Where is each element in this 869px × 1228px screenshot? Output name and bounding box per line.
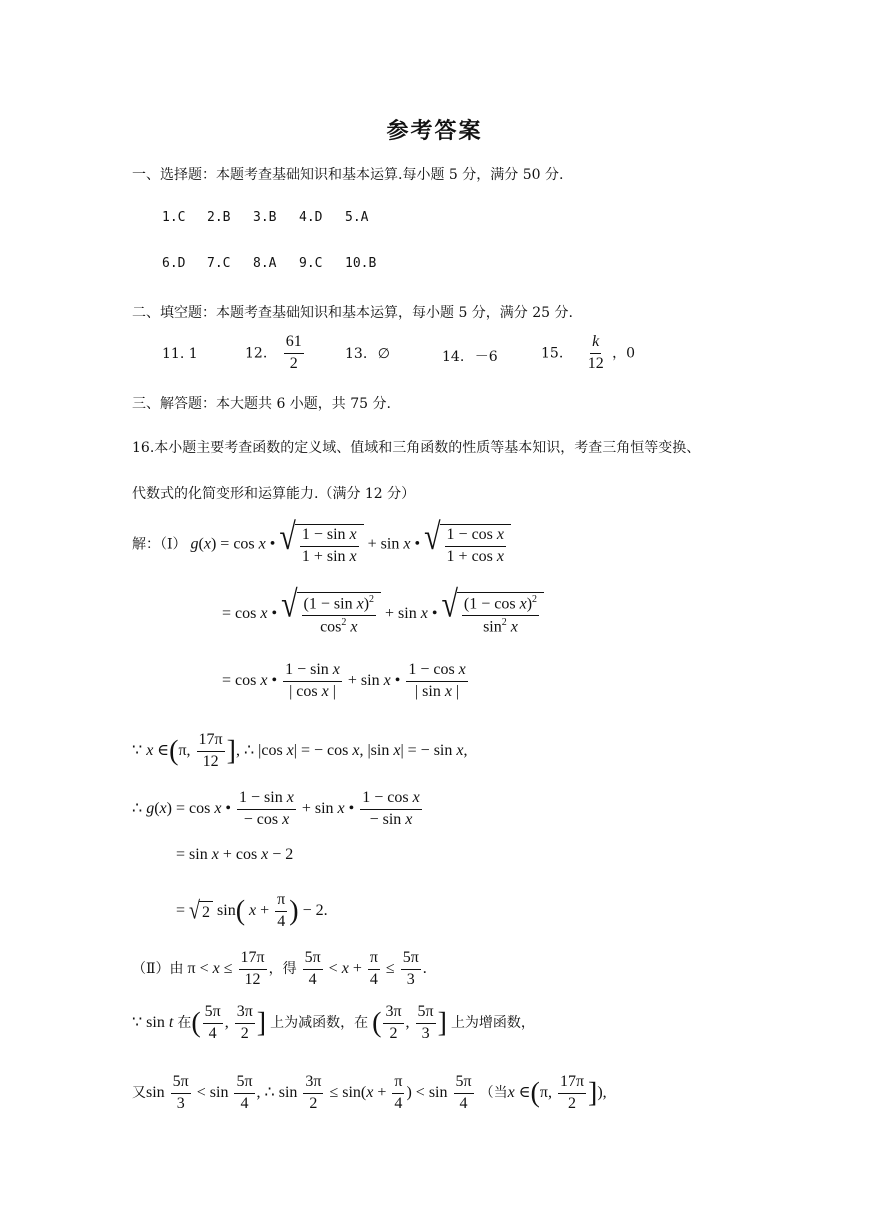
section-2-heading: 二、填空题：本题考查基础知识和基本运算，每小题 5 分，满分 25 分.: [132, 305, 573, 321]
page-title: 参考答案: [386, 118, 483, 144]
fill-12: [245, 334, 306, 373]
fill-15-numerator: k: [590, 334, 601, 354]
part-2-label: （Ⅱ）由: [132, 960, 184, 977]
text-dang: （当: [479, 1084, 508, 1101]
solution-line-because: ∵ x ∈(π, $\frac{17\pi}{12}$ ], ∴ |cos x| = − cos x, |sin x| = − sin x,: [132, 731, 468, 770]
answer-1: 1.C: [162, 210, 186, 225]
solution-label: 解：（Ⅰ）: [132, 536, 187, 553]
answer-10: 10.B: [345, 256, 377, 271]
fill-11: [162, 346, 198, 362]
answer-2: 2.B: [207, 210, 231, 225]
answer-4: 4.D: [299, 210, 323, 225]
solution-line-simplified: = sin x + cos x − 2: [176, 846, 294, 863]
fill-14: [442, 346, 498, 366]
solution-line-1: 解：（Ⅰ） g(x) = cos x • √ $\frac{\text{1 − sin x}}{\text{1 + sin x}}$ + sin x • √ $\frac{\text{1 − cos x}}{\text{1 + cos x}}$: [132, 524, 511, 566]
fill-11-value: 1: [188, 346, 198, 362]
part-2-line-3: 又sin $\frac{5\pi}{3}$ < sin $\frac{5\pi}{4}$ , ∴ sin $\frac{3\pi}{2}$ ≤ sin(x + $\frac{\pi}{4}$ ) < sin $\frac{5\pi}{4}$ （当x ∈(π, $\frac{17\pi}{2}$ ]),: [132, 1073, 607, 1112]
fill-12-denominator: 2: [289, 354, 298, 372]
solution-line-therefore: ∴ g(x) = cos x • $\frac{\text{1 − sin x}}{\text{− cos x}}$ + sin x • $\frac{\text{1 − cos x}}{\text{− sin x}}$: [132, 789, 420, 828]
solution-line-result: = √ 2 sin( x + $\frac{\pi}{4}$ ) − 2.: [176, 891, 328, 930]
text-de: ，得: [268, 960, 297, 977]
fill-14-label: 14.: [442, 349, 465, 365]
fill-14-value: －6: [474, 349, 498, 365]
fill-13-label: 13.: [345, 346, 368, 362]
solution-line-2: = cos x • √ $\frac{(1 - \sin x)^2}{\cos^2 x}$ + sin x • √ $\frac{(1 - \cos x)^2}{\sin^2 x}$: [222, 592, 544, 636]
answer-5: 5.A: [345, 210, 369, 225]
fill-12-label: 12.: [245, 345, 268, 362]
fill-15-label: 15.: [541, 345, 564, 362]
fill-15-tail: ，0: [612, 345, 636, 362]
section-3-heading: 三、解答题：本大题共 6 小题，共 75 分.: [132, 396, 391, 412]
q16-intro-line-2: 代数式的化简变形和运算能力.（满分 12 分）: [132, 486, 416, 502]
part-2-line-2: ∵ sin t 在( $\frac{5\pi}{4}$ , $\frac{3\pi}{2}$ ] 上为减函数，在 ( $\frac{3\pi}{2}$ , $\frac{5\pi}{3}$ ] 上为增函数，: [132, 1003, 535, 1042]
answer-9: 9.C: [299, 256, 323, 271]
answer-6: 6.D: [162, 256, 186, 271]
solution-line-3: = cos x • $\frac{\text{1 − sin x}}{\text{| cos x |}}$ + sin x • $\frac{\text{1 − cos x}}{\text{| sin x |}}$: [222, 661, 466, 700]
q16-intro-line-1: 16.本小题主要考查函数的定义域、值域和三角函数的性质等基本知识，考查三角恒等变换、: [132, 440, 701, 456]
fill-15-denominator: 12: [587, 354, 604, 372]
fill-15-fraction: [586, 334, 606, 373]
fill-13-value: ∅: [377, 346, 390, 362]
answer-8: 8.A: [253, 256, 277, 271]
fill-12-numerator: 61: [284, 334, 304, 354]
answer-3: 3.B: [253, 210, 277, 225]
fill-11-label: 11.: [162, 346, 185, 362]
text-jian: 上为减函数，在: [270, 1014, 369, 1031]
part-2-line-1: （Ⅱ）由 π < x ≤ $\frac{17\pi}{12}$ ，得 $\frac{5\pi}{4}$ < x + $\frac{\pi}{4}$ ≤ $\frac{5\pi}{3}$ .: [132, 949, 427, 988]
fill-15: [541, 334, 635, 373]
section-1-heading: 一、选择题：本题考查基础知识和基本运算.每小题 5 分，满分 50 分.: [132, 167, 564, 183]
text-you: 又: [132, 1084, 146, 1101]
text-zeng: 上为增函数，: [450, 1014, 535, 1031]
fill-13: [345, 346, 390, 362]
answer-7: 7.C: [207, 256, 231, 271]
fill-12-fraction: [284, 334, 304, 373]
